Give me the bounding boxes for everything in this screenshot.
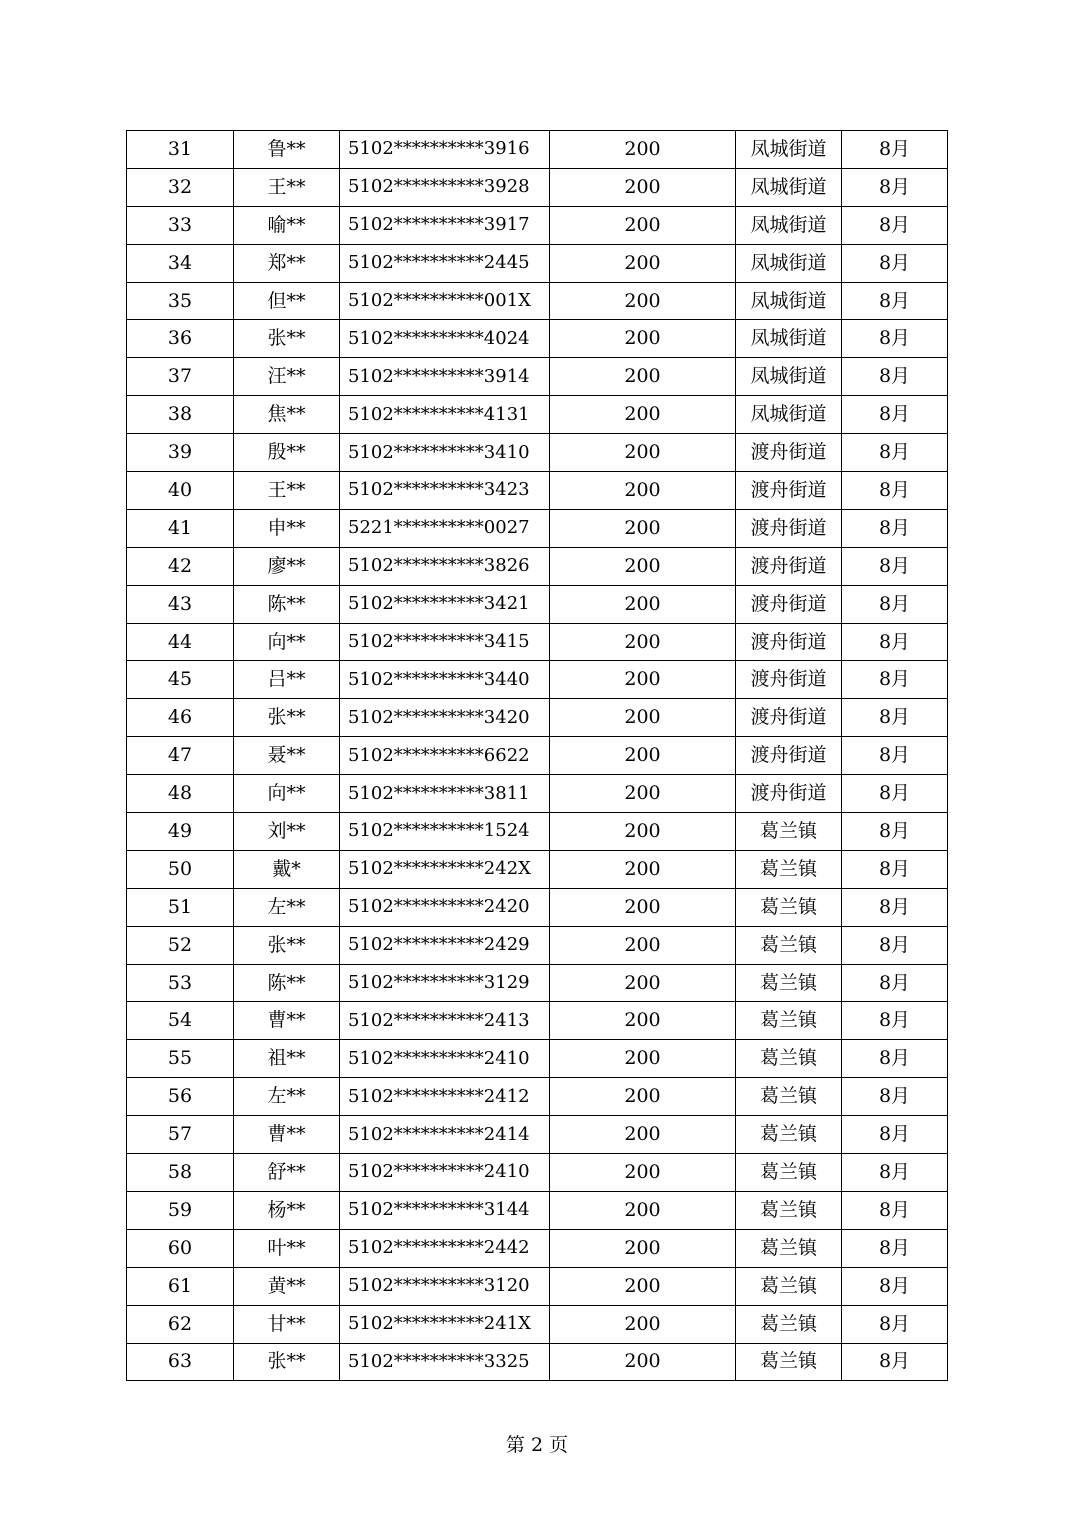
- cell-amount: 200: [550, 244, 736, 282]
- cell-amount: 200: [550, 358, 736, 396]
- cell-index: 47: [127, 737, 234, 775]
- cell-district: 葛兰镇: [736, 1078, 842, 1116]
- cell-district: 葛兰镇: [736, 1002, 842, 1040]
- cell-amount: 200: [550, 434, 736, 472]
- cell-name: 叶**: [234, 1229, 340, 1267]
- cell-id-number: 5102**********3420: [340, 699, 550, 737]
- cell-district: 凤城街道: [736, 282, 842, 320]
- cell-name: 向**: [234, 775, 340, 813]
- cell-month: 8月: [842, 547, 948, 585]
- table-row: [127, 1002, 948, 1040]
- cell-district: 渡舟街道: [736, 737, 842, 775]
- table-row: [127, 1191, 948, 1229]
- cell-amount: 200: [550, 623, 736, 661]
- cell-district: 凤城街道: [736, 320, 842, 358]
- cell-name: 曹**: [234, 1116, 340, 1154]
- table-row: [127, 1229, 948, 1267]
- cell-amount: 200: [550, 850, 736, 888]
- cell-amount: 200: [550, 547, 736, 585]
- cell-name: 但**: [234, 282, 340, 320]
- cell-id-number: 5102**********1524: [340, 813, 550, 851]
- cell-month: 8月: [842, 396, 948, 434]
- cell-index: 37: [127, 358, 234, 396]
- cell-amount: 200: [550, 661, 736, 699]
- cell-amount: 200: [550, 472, 736, 510]
- cell-id-number: 5102**********4131: [340, 396, 550, 434]
- cell-name: 甘**: [234, 1305, 340, 1343]
- cell-id-number: 5102**********3421: [340, 585, 550, 623]
- cell-district: 渡舟街道: [736, 623, 842, 661]
- cell-name: 陈**: [234, 964, 340, 1002]
- cell-amount: 200: [550, 1229, 736, 1267]
- cell-amount: 200: [550, 282, 736, 320]
- roster-table-body: [127, 131, 948, 1381]
- cell-index: 63: [127, 1343, 234, 1381]
- cell-name: 张**: [234, 699, 340, 737]
- cell-name: 曹**: [234, 1002, 340, 1040]
- table-row: [127, 888, 948, 926]
- cell-month: 8月: [842, 661, 948, 699]
- table-row: [127, 1154, 948, 1192]
- table-row: [127, 131, 948, 169]
- cell-index: 39: [127, 434, 234, 472]
- cell-name: 舒**: [234, 1154, 340, 1192]
- cell-index: 50: [127, 850, 234, 888]
- table-row: [127, 472, 948, 510]
- cell-index: 59: [127, 1191, 234, 1229]
- table-row: [127, 1116, 948, 1154]
- cell-index: 34: [127, 244, 234, 282]
- cell-name: 焦**: [234, 396, 340, 434]
- cell-month: 8月: [842, 320, 948, 358]
- cell-month: 8月: [842, 168, 948, 206]
- table-row: [127, 1305, 948, 1343]
- cell-amount: 200: [550, 1343, 736, 1381]
- cell-amount: 200: [550, 1154, 736, 1192]
- cell-month: 8月: [842, 1305, 948, 1343]
- cell-id-number: 5102**********3144: [340, 1191, 550, 1229]
- cell-district: 渡舟街道: [736, 509, 842, 547]
- cell-month: 8月: [842, 1154, 948, 1192]
- cell-index: 41: [127, 509, 234, 547]
- cell-index: 51: [127, 888, 234, 926]
- cell-index: 56: [127, 1078, 234, 1116]
- table-row: [127, 320, 948, 358]
- cell-district: 渡舟街道: [736, 699, 842, 737]
- cell-district: 渡舟街道: [736, 585, 842, 623]
- roster-table: [126, 130, 948, 1381]
- cell-amount: 200: [550, 396, 736, 434]
- cell-month: 8月: [842, 282, 948, 320]
- cell-name: 左**: [234, 888, 340, 926]
- table-row: [127, 1343, 948, 1381]
- table-row: [127, 1040, 948, 1078]
- cell-amount: 200: [550, 1078, 736, 1116]
- table-row: [127, 699, 948, 737]
- cell-district: 葛兰镇: [736, 1267, 842, 1305]
- cell-id-number: 5102**********2412: [340, 1078, 550, 1116]
- cell-id-number: 5102**********3129: [340, 964, 550, 1002]
- cell-index: 38: [127, 396, 234, 434]
- cell-index: 53: [127, 964, 234, 1002]
- table-row: [127, 585, 948, 623]
- cell-amount: 200: [550, 1267, 736, 1305]
- cell-month: 8月: [842, 850, 948, 888]
- cell-id-number: 5102**********3811: [340, 775, 550, 813]
- cell-district: 葛兰镇: [736, 1116, 842, 1154]
- table-row: [127, 661, 948, 699]
- cell-month: 8月: [842, 926, 948, 964]
- cell-name: 向**: [234, 623, 340, 661]
- table-row: [127, 850, 948, 888]
- cell-month: 8月: [842, 888, 948, 926]
- cell-district: 凤城街道: [736, 358, 842, 396]
- cell-amount: 200: [550, 168, 736, 206]
- table-row: [127, 434, 948, 472]
- cell-name: 刘**: [234, 813, 340, 851]
- cell-id-number: 5102**********2442: [340, 1229, 550, 1267]
- cell-index: 42: [127, 547, 234, 585]
- cell-month: 8月: [842, 1191, 948, 1229]
- cell-id-number: 5102**********3415: [340, 623, 550, 661]
- cell-month: 8月: [842, 1116, 948, 1154]
- cell-district: 葛兰镇: [736, 964, 842, 1002]
- cell-district: 葛兰镇: [736, 1040, 842, 1078]
- cell-id-number: 5102**********3440: [340, 661, 550, 699]
- cell-id-number: 5102**********242X: [340, 850, 550, 888]
- cell-name: 黄**: [234, 1267, 340, 1305]
- cell-month: 8月: [842, 623, 948, 661]
- cell-district: 渡舟街道: [736, 775, 842, 813]
- cell-district: 渡舟街道: [736, 472, 842, 510]
- cell-index: 36: [127, 320, 234, 358]
- cell-index: 46: [127, 699, 234, 737]
- table-row: [127, 926, 948, 964]
- cell-name: 郑**: [234, 244, 340, 282]
- cell-district: 渡舟街道: [736, 434, 842, 472]
- cell-index: 55: [127, 1040, 234, 1078]
- table-row: [127, 244, 948, 282]
- table-row: [127, 206, 948, 244]
- cell-index: 40: [127, 472, 234, 510]
- cell-name: 聂**: [234, 737, 340, 775]
- cell-name: 张**: [234, 320, 340, 358]
- cell-name: 戴*: [234, 850, 340, 888]
- cell-amount: 200: [550, 206, 736, 244]
- cell-index: 57: [127, 1116, 234, 1154]
- cell-district: 凤城街道: [736, 396, 842, 434]
- cell-month: 8月: [842, 737, 948, 775]
- page-number: 第 2 页: [505, 1434, 569, 1456]
- cell-district: 葛兰镇: [736, 1191, 842, 1229]
- table-row: [127, 547, 948, 585]
- cell-district: 葛兰镇: [736, 813, 842, 851]
- cell-name: 吕**: [234, 661, 340, 699]
- cell-index: 31: [127, 131, 234, 169]
- cell-name: 王**: [234, 472, 340, 510]
- cell-index: 58: [127, 1154, 234, 1192]
- cell-district: 葛兰镇: [736, 926, 842, 964]
- cell-month: 8月: [842, 1229, 948, 1267]
- cell-district: 渡舟街道: [736, 547, 842, 585]
- cell-district: 凤城街道: [736, 168, 842, 206]
- cell-index: 52: [127, 926, 234, 964]
- cell-month: 8月: [842, 1267, 948, 1305]
- cell-month: 8月: [842, 358, 948, 396]
- cell-amount: 200: [550, 1002, 736, 1040]
- cell-amount: 200: [550, 585, 736, 623]
- cell-month: 8月: [842, 1002, 948, 1040]
- cell-id-number: 5102**********3423: [340, 472, 550, 510]
- cell-name: 汪**: [234, 358, 340, 396]
- cell-id-number: 5102**********001X: [340, 282, 550, 320]
- table-row: [127, 1078, 948, 1116]
- cell-amount: 200: [550, 699, 736, 737]
- cell-month: 8月: [842, 434, 948, 472]
- cell-id-number: 5102**********2445: [340, 244, 550, 282]
- table-row: [127, 737, 948, 775]
- cell-amount: 200: [550, 926, 736, 964]
- cell-name: 殷**: [234, 434, 340, 472]
- cell-name: 张**: [234, 926, 340, 964]
- cell-id-number: 5102**********2429: [340, 926, 550, 964]
- table-row: [127, 964, 948, 1002]
- table-row: [127, 509, 948, 547]
- table-row: [127, 1267, 948, 1305]
- cell-index: 33: [127, 206, 234, 244]
- cell-month: 8月: [842, 699, 948, 737]
- cell-index: 45: [127, 661, 234, 699]
- cell-month: 8月: [842, 1040, 948, 1078]
- table-row: [127, 168, 948, 206]
- cell-index: 35: [127, 282, 234, 320]
- cell-month: 8月: [842, 775, 948, 813]
- cell-id-number: 5102**********3917: [340, 206, 550, 244]
- cell-month: 8月: [842, 509, 948, 547]
- cell-name: 张**: [234, 1343, 340, 1381]
- cell-id-number: 5102**********2414: [340, 1116, 550, 1154]
- cell-month: 8月: [842, 206, 948, 244]
- cell-amount: 200: [550, 320, 736, 358]
- cell-name: 喻**: [234, 206, 340, 244]
- cell-district: 葛兰镇: [736, 1343, 842, 1381]
- cell-district: 凤城街道: [736, 244, 842, 282]
- cell-index: 32: [127, 168, 234, 206]
- cell-amount: 200: [550, 813, 736, 851]
- cell-district: 葛兰镇: [736, 850, 842, 888]
- cell-amount: 200: [550, 1305, 736, 1343]
- cell-month: 8月: [842, 1343, 948, 1381]
- cell-id-number: 5102**********3410: [340, 434, 550, 472]
- table-row: [127, 396, 948, 434]
- cell-id-number: 5102**********2410: [340, 1040, 550, 1078]
- cell-district: 葛兰镇: [736, 1229, 842, 1267]
- cell-index: 44: [127, 623, 234, 661]
- cell-id-number: 5102**********6622: [340, 737, 550, 775]
- cell-name: 鲁**: [234, 131, 340, 169]
- cell-id-number: 5102**********3826: [340, 547, 550, 585]
- cell-name: 杨**: [234, 1191, 340, 1229]
- cell-amount: 200: [550, 131, 736, 169]
- cell-id-number: 5221**********0027: [340, 509, 550, 547]
- cell-month: 8月: [842, 964, 948, 1002]
- cell-index: 62: [127, 1305, 234, 1343]
- cell-amount: 200: [550, 964, 736, 1002]
- cell-id-number: 5102**********3325: [340, 1343, 550, 1381]
- table-row: [127, 358, 948, 396]
- table-row: [127, 813, 948, 851]
- cell-name: 王**: [234, 168, 340, 206]
- cell-id-number: 5102**********3928: [340, 168, 550, 206]
- cell-name: 廖**: [234, 547, 340, 585]
- cell-id-number: 5102**********2410: [340, 1154, 550, 1192]
- cell-index: 49: [127, 813, 234, 851]
- table-row: [127, 775, 948, 813]
- cell-month: 8月: [842, 131, 948, 169]
- cell-id-number: 5102**********3914: [340, 358, 550, 396]
- cell-district: 凤城街道: [736, 206, 842, 244]
- cell-amount: 200: [550, 1116, 736, 1154]
- cell-amount: 200: [550, 1191, 736, 1229]
- cell-district: 凤城街道: [736, 131, 842, 169]
- cell-id-number: 5102**********2420: [340, 888, 550, 926]
- cell-index: 54: [127, 1002, 234, 1040]
- cell-month: 8月: [842, 244, 948, 282]
- cell-index: 43: [127, 585, 234, 623]
- cell-amount: 200: [550, 1040, 736, 1078]
- cell-month: 8月: [842, 813, 948, 851]
- cell-name: 申**: [234, 509, 340, 547]
- cell-amount: 200: [550, 737, 736, 775]
- cell-amount: 200: [550, 509, 736, 547]
- cell-district: 渡舟街道: [736, 661, 842, 699]
- cell-district: 葛兰镇: [736, 888, 842, 926]
- cell-name: 陈**: [234, 585, 340, 623]
- table-row: [127, 623, 948, 661]
- cell-id-number: 5102**********241X: [340, 1305, 550, 1343]
- cell-name: 祖**: [234, 1040, 340, 1078]
- cell-index: 60: [127, 1229, 234, 1267]
- cell-id-number: 5102**********4024: [340, 320, 550, 358]
- cell-id-number: 5102**********2413: [340, 1002, 550, 1040]
- cell-amount: 200: [550, 775, 736, 813]
- cell-index: 48: [127, 775, 234, 813]
- cell-district: 葛兰镇: [736, 1154, 842, 1192]
- cell-month: 8月: [842, 585, 948, 623]
- cell-amount: 200: [550, 888, 736, 926]
- cell-id-number: 5102**********3916: [340, 131, 550, 169]
- cell-month: 8月: [842, 472, 948, 510]
- cell-district: 葛兰镇: [736, 1305, 842, 1343]
- table-row: [127, 282, 948, 320]
- cell-id-number: 5102**********3120: [340, 1267, 550, 1305]
- cell-index: 61: [127, 1267, 234, 1305]
- cell-month: 8月: [842, 1078, 948, 1116]
- cell-name: 左**: [234, 1078, 340, 1116]
